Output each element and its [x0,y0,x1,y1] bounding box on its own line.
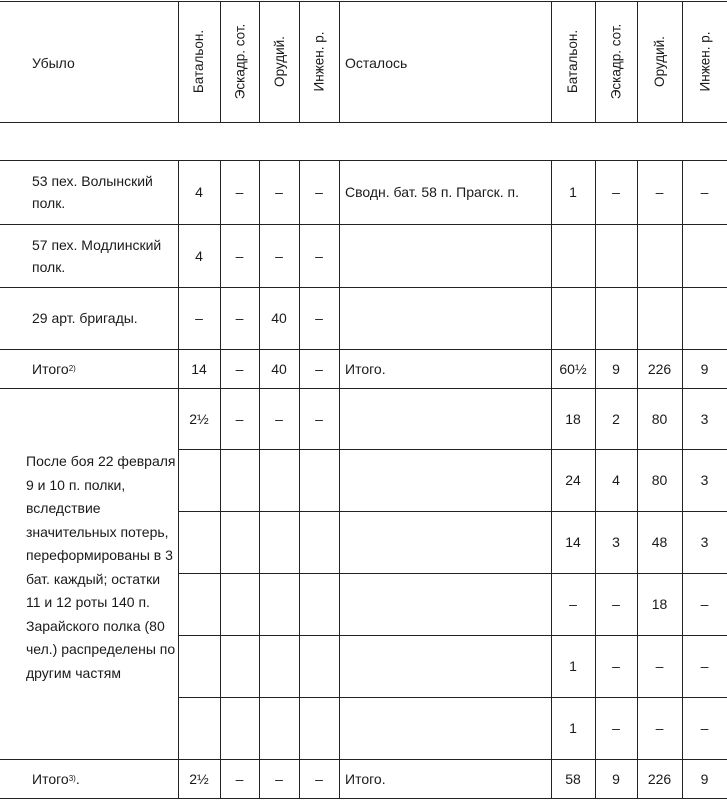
cell-value: – [235,360,244,377]
header-right-title: Осталось [345,55,408,71]
cell-value: 4 [195,184,203,200]
cell-value: 24 [565,472,581,488]
cell-value: 4 [195,247,203,264]
row-remain-total: Итого. [345,360,386,377]
cell-value: 1 [569,720,577,736]
cell-value: – [275,770,283,787]
cell-value: 18 [565,410,581,427]
cell-value: – [612,596,620,612]
cell-value: – [612,658,620,674]
row-total-label: Итого 3) . [26,759,176,798]
cell-value: – [700,720,709,736]
cell-value: – [315,360,323,377]
cell-value: – [195,310,203,326]
cell-value: 9 [700,770,709,787]
cell-value: – [315,247,323,264]
header-battalions: Батальон. [565,29,581,94]
cell-value: 9 [612,360,620,377]
cell-value: 48 [651,534,668,550]
header-guns: Орудий. [652,36,667,87]
header-squadrons: Эскадр. сот. [232,23,248,100]
cell-value: – [655,658,664,674]
cell-value: – [700,596,709,612]
header-squadrons: Эскадр. сот. [608,23,624,100]
cell-value: 40 [271,360,287,377]
cell-value: – [315,310,323,326]
header-left-title: Убыло [32,55,75,71]
cell-value: – [235,410,244,427]
cell-value: 3 [700,472,709,488]
header-bottom-border [0,122,727,123]
cell-value: 2½ [189,410,209,427]
header-guns: Орудий. [271,36,287,87]
cell-value: 14 [565,534,581,550]
cell-value: – [569,596,577,612]
cell-value: – [275,184,283,200]
cell-value: 14 [191,360,207,377]
row-remain-name: Сводн. бат. 58 п. Прагск. п. [345,184,519,200]
cell-value: – [235,184,244,200]
cell-value: 18 [651,596,668,612]
cell-value: – [612,720,620,736]
header-engineers: Инжен. р. [697,31,713,92]
cell-value: 1 [569,184,577,200]
cell-value: – [235,770,244,787]
cell-value: 9 [700,360,709,377]
cell-value: 3 [612,534,620,550]
row-total-label: Итого 2) [26,349,176,388]
cell-value: 226 [647,360,672,377]
header-engineers: Инжен. р. [311,31,327,92]
cell-value: – [700,658,709,674]
cell-value: – [315,770,323,787]
column-divider [339,160,340,799]
cell-value: 2 [612,410,620,427]
table-bottom-border [0,798,727,799]
cell-value: 2½ [189,770,209,787]
row-unit-name: 53 пех. Волынский полк. [32,173,153,211]
header-battalions: Батальон. [191,29,207,94]
row-remain-total: Итого. [345,770,386,787]
cell-value: – [700,184,709,200]
cell-value: – [275,247,283,264]
after-battle-note: После боя 22 февраля 9 и 10 п. полки, вследствие значительных потерь, переформированы в 3 бат. каждый; остатки 11 и 12 роты 140 п. Зарайского полка (80 чел.) распределены по другим частям [26,453,176,681]
cell-value: – [612,184,620,200]
total-label-text: Итого [32,360,69,377]
cell-value: 58 [565,770,581,787]
cell-value: 3 [700,534,709,550]
cell-value: – [235,247,244,264]
cell-value: 60½ [559,360,587,377]
cell-value: 9 [612,770,620,787]
cell-value: – [655,184,664,200]
cell-value: 4 [612,472,620,488]
total-label-text: Итого [32,770,69,787]
column-divider [339,1,340,123]
cell-value: 1 [569,658,577,674]
cell-value: 226 [647,770,672,787]
row-unit-name: 57 пех. Модлинский полк. [32,236,162,275]
cell-value: 80 [651,410,668,427]
cell-value: 3 [700,410,709,427]
row-unit-name: 29 арт. бригады. [32,310,138,326]
cell-value: 40 [271,310,287,326]
cell-value: – [275,410,283,427]
total-label-suffix: . [75,770,80,787]
cell-value: – [655,720,664,736]
cell-value: 80 [651,472,668,488]
cell-value: – [315,410,323,427]
cell-value: – [315,184,323,200]
cell-value: – [235,310,244,326]
